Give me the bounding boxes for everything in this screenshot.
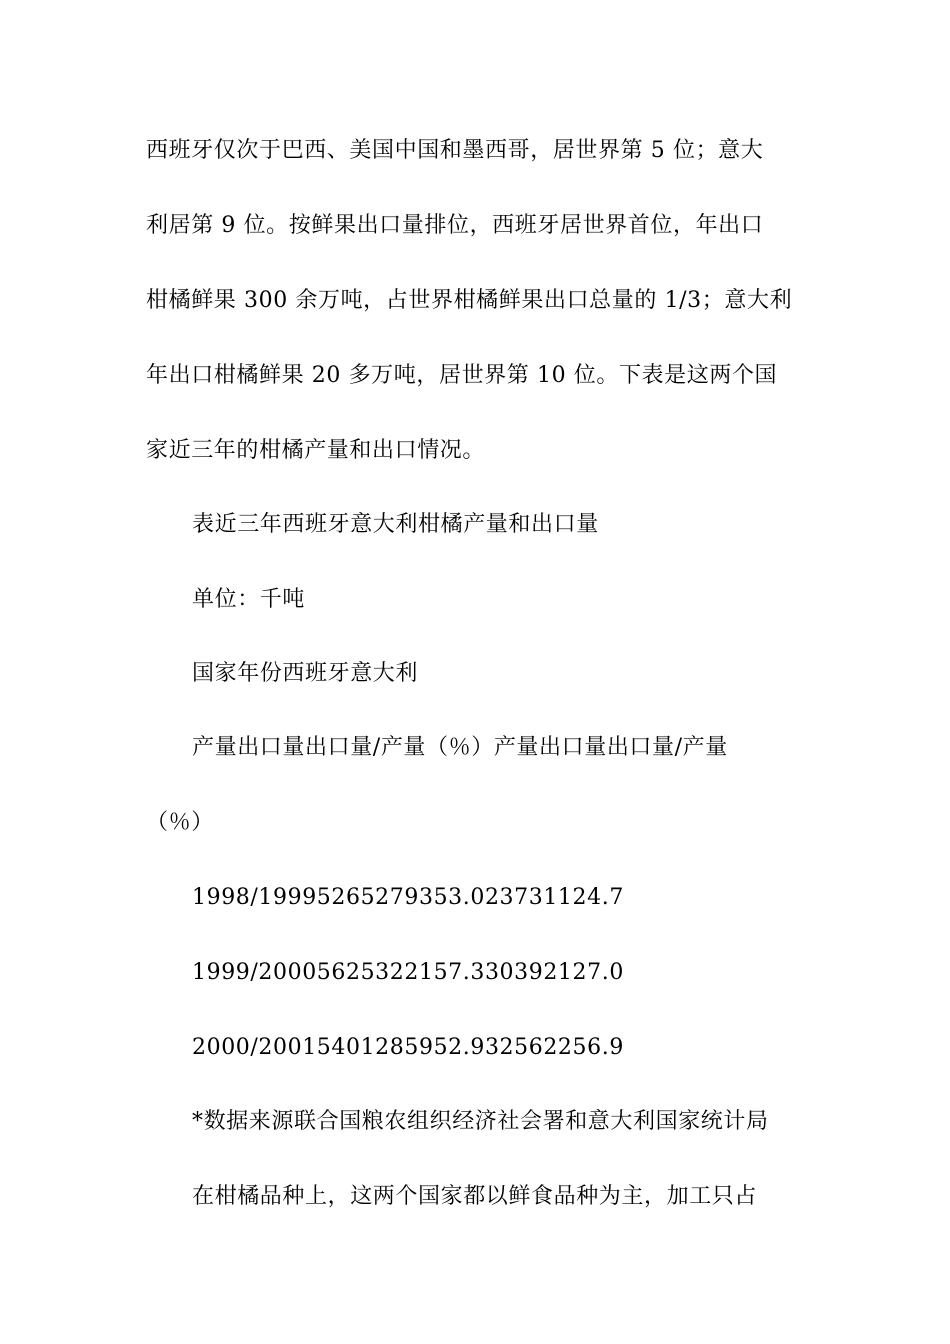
table-header-row: 产量出口量出口量/产量（％）产量出口量出口量/产量 [192,735,728,760]
paragraph-line: 家近三年的柑橘产量和出口情况。 [146,438,486,463]
table-header-row: 国家年份西班牙意大利 [192,661,419,686]
paragraph-line: 利居第 9 位。按鲜果出口量排位，西班牙居世界首位，年出口 [146,213,764,238]
table-title: 表近三年西班牙意大利柑橘产量和出口量 [192,512,599,537]
paragraph-line: 西班牙仅次于巴西、美国中国和墨西哥，居世界第 5 位；意大 [146,138,764,163]
table-row: 2000/20015401285952.932562256.9 [192,1035,624,1060]
table-unit: 单位：千吨 [192,587,306,612]
source-note: *数据来源联合国粮农组织经济社会署和意大利国家统计局 [192,1109,769,1134]
paragraph-line: 在柑橘品种上，这两个国家都以鲜食品种为主，加工只占 [192,1184,758,1209]
table-row: 1999/20005625322157.330392127.0 [192,960,624,985]
table-row: 1998/19995265279353.023731124.7 [192,885,624,910]
paragraph-line: 柑橘鲜果 300 余万吨，占世界柑橘鲜果出口总量的 1/3；意大利 [146,288,793,313]
paragraph-line: 年出口柑橘鲜果 20 多万吨，居世界第 10 位。下表是这两个国 [146,363,778,388]
table-header-row-continuation: （％） [146,810,214,835]
